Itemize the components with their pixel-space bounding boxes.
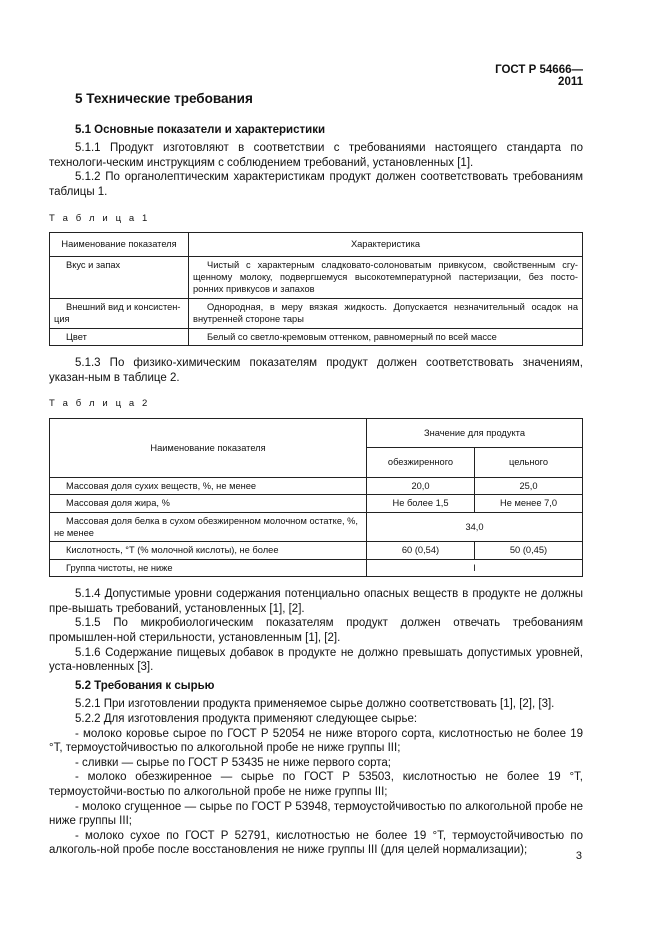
table-cell-value: 25,0 bbox=[475, 477, 583, 494]
table-header-cell: обезжиренного bbox=[367, 448, 475, 478]
table-cell-value: 50 (0,45) bbox=[475, 542, 583, 559]
table-cell-name: Массовая доля белка в сухом обезжиренном молочном остатке, %, не менее bbox=[50, 512, 367, 542]
list-item: - сливки — сырье по ГОСТ Р 53435 не ниже первого сорта; bbox=[75, 756, 391, 769]
table-cell-name: Вкус и запах bbox=[50, 256, 189, 298]
table-cell-value: Не менее 7,0 bbox=[475, 495, 583, 512]
table-header-row bbox=[50, 418, 583, 448]
table-1 bbox=[49, 232, 583, 346]
list-item: - молоко обезжиренное — сырье по ГОСТ Р 53503, кислотностью не более 19 °Т, термоустойчи-востью по алкогольной пробе не ниже группы III; bbox=[49, 771, 583, 798]
table-cell-value: Чистый с характерным сладковато-солоноватым привкусом, свойственным сгу-щенному молоку, подвергшемуся высокотемпературной пастеризации, без посто-ронних привкусов и запахов bbox=[189, 256, 583, 298]
table-row bbox=[50, 328, 583, 345]
table-2-caption: Т а б л и ц а 2 bbox=[49, 398, 150, 410]
section-5-1-title: 5.1 Основные показатели и характеристики bbox=[75, 123, 326, 136]
table-row bbox=[50, 495, 583, 512]
section-5-title: 5 Технические требования bbox=[75, 91, 253, 106]
table-cell-name: Кислотность, °Т (% молочной кислоты), не более bbox=[50, 542, 367, 559]
paragraph-5-1-4: 5.1.4 Допустимые уровни содержания потенциально опасных веществ в продукте не должны пре-вышать требований, установленных [1], [2]. bbox=[49, 588, 583, 615]
table-row bbox=[50, 542, 583, 559]
list-item: - молоко коровье сырое по ГОСТ Р 52054 не ниже второго сорта, кислотностью не более 19 °Т, термоустойчивостью по алкогольной пробе не ниже группы III; bbox=[49, 727, 583, 755]
table-cell-value: Не более 1,5 bbox=[367, 495, 475, 512]
table-header-row bbox=[50, 233, 583, 256]
document-code: ГОСТ Р 54666—2011 bbox=[495, 64, 583, 88]
table-cell-value: 20,0 bbox=[367, 477, 475, 494]
table-header-cell: цельного bbox=[475, 448, 583, 478]
paragraph-5-1-2: 5.1.2 По органолептическим характеристикам продукт должен соответствовать требованиям таблицы 1. bbox=[49, 171, 583, 198]
paragraph-5-1-3: 5.1.3 По физико-химическим показателям продукт должен соответствовать значениям, указан-ным в таблице 2. bbox=[49, 357, 583, 384]
table-cell-value: Однородная, в меру вязкая жидкость. Допускается незначительный осадок на внутренней стороне тары bbox=[189, 298, 583, 328]
table-cell-value: I bbox=[367, 559, 583, 576]
paragraph-5-1-5: 5.1.5 По микробиологическим показателям продукт должен отвечать требованиям промышлен-ной стерильности, установленным [1], [2]. bbox=[49, 617, 583, 644]
paragraph-5-1-1: 5.1.1 Продукт изготовляют в соответствии с требованиями настоящего стандарта по технологи-ческим инструкциям с соблюдением требований, установленных [1]. bbox=[49, 142, 583, 169]
table-row bbox=[50, 298, 583, 328]
table-1-caption: Т а б л и ц а 1 bbox=[49, 212, 150, 224]
table-cell-name: Цвет bbox=[50, 328, 189, 345]
table-cell-name: Массовая доля жира, % bbox=[50, 495, 367, 512]
table-2 bbox=[49, 418, 583, 577]
table-header-cell: Наименование показателя bbox=[50, 233, 189, 256]
paragraph-5-2-1: 5.2.1 При изготовлении продукта применяемое сырье должно соответствовать [1], [2], [3]. bbox=[75, 698, 555, 711]
table-cell-value: 34,0 bbox=[367, 512, 583, 542]
table-row bbox=[50, 559, 583, 576]
table-row bbox=[50, 256, 583, 298]
table-header-cell: Характеристика bbox=[189, 233, 583, 256]
table-cell-value: 60 (0,54) bbox=[367, 542, 475, 559]
table-cell-value: Белый со светло-кремовым оттенком, равномерный по всей массе bbox=[189, 328, 583, 345]
table-cell-name: Массовая доля сухих веществ, %, не менее bbox=[50, 477, 367, 494]
table-row bbox=[50, 512, 583, 542]
table-header-cell: Наименование показателя bbox=[50, 418, 367, 477]
table-cell-name: Группа чистоты, не ниже bbox=[50, 559, 367, 576]
table-row bbox=[50, 477, 583, 494]
table-cell-name: Внешний вид и консистен-ция bbox=[50, 298, 189, 328]
list-item: - молоко сгущенное — сырье по ГОСТ Р 53948, термоустойчивостью по алкогольной пробе не ниже группы III; bbox=[49, 800, 583, 828]
page-number: 3 bbox=[575, 850, 582, 862]
table-header-cell: Значение для продукта bbox=[367, 418, 583, 448]
page-content bbox=[49, 92, 583, 858]
paragraph-5-2-2: 5.2.2 Для изготовления продукта применяют следующее сырье: bbox=[75, 712, 418, 725]
list-item: - молоко сухое по ГОСТ Р 52791, кислотностью не более 19 °Т, термоустойчивостью по алкоголь-ной пробе после восстановления не ниже группы III (для целей нормализации); bbox=[49, 829, 583, 857]
paragraph-5-1-6: 5.1.6 Содержание пищевых добавок в продукте не должно превышать допустимых уровней, уста-новленных [3]. bbox=[49, 646, 583, 674]
section-5-2-title: 5.2 Требования к сырью bbox=[75, 679, 215, 692]
